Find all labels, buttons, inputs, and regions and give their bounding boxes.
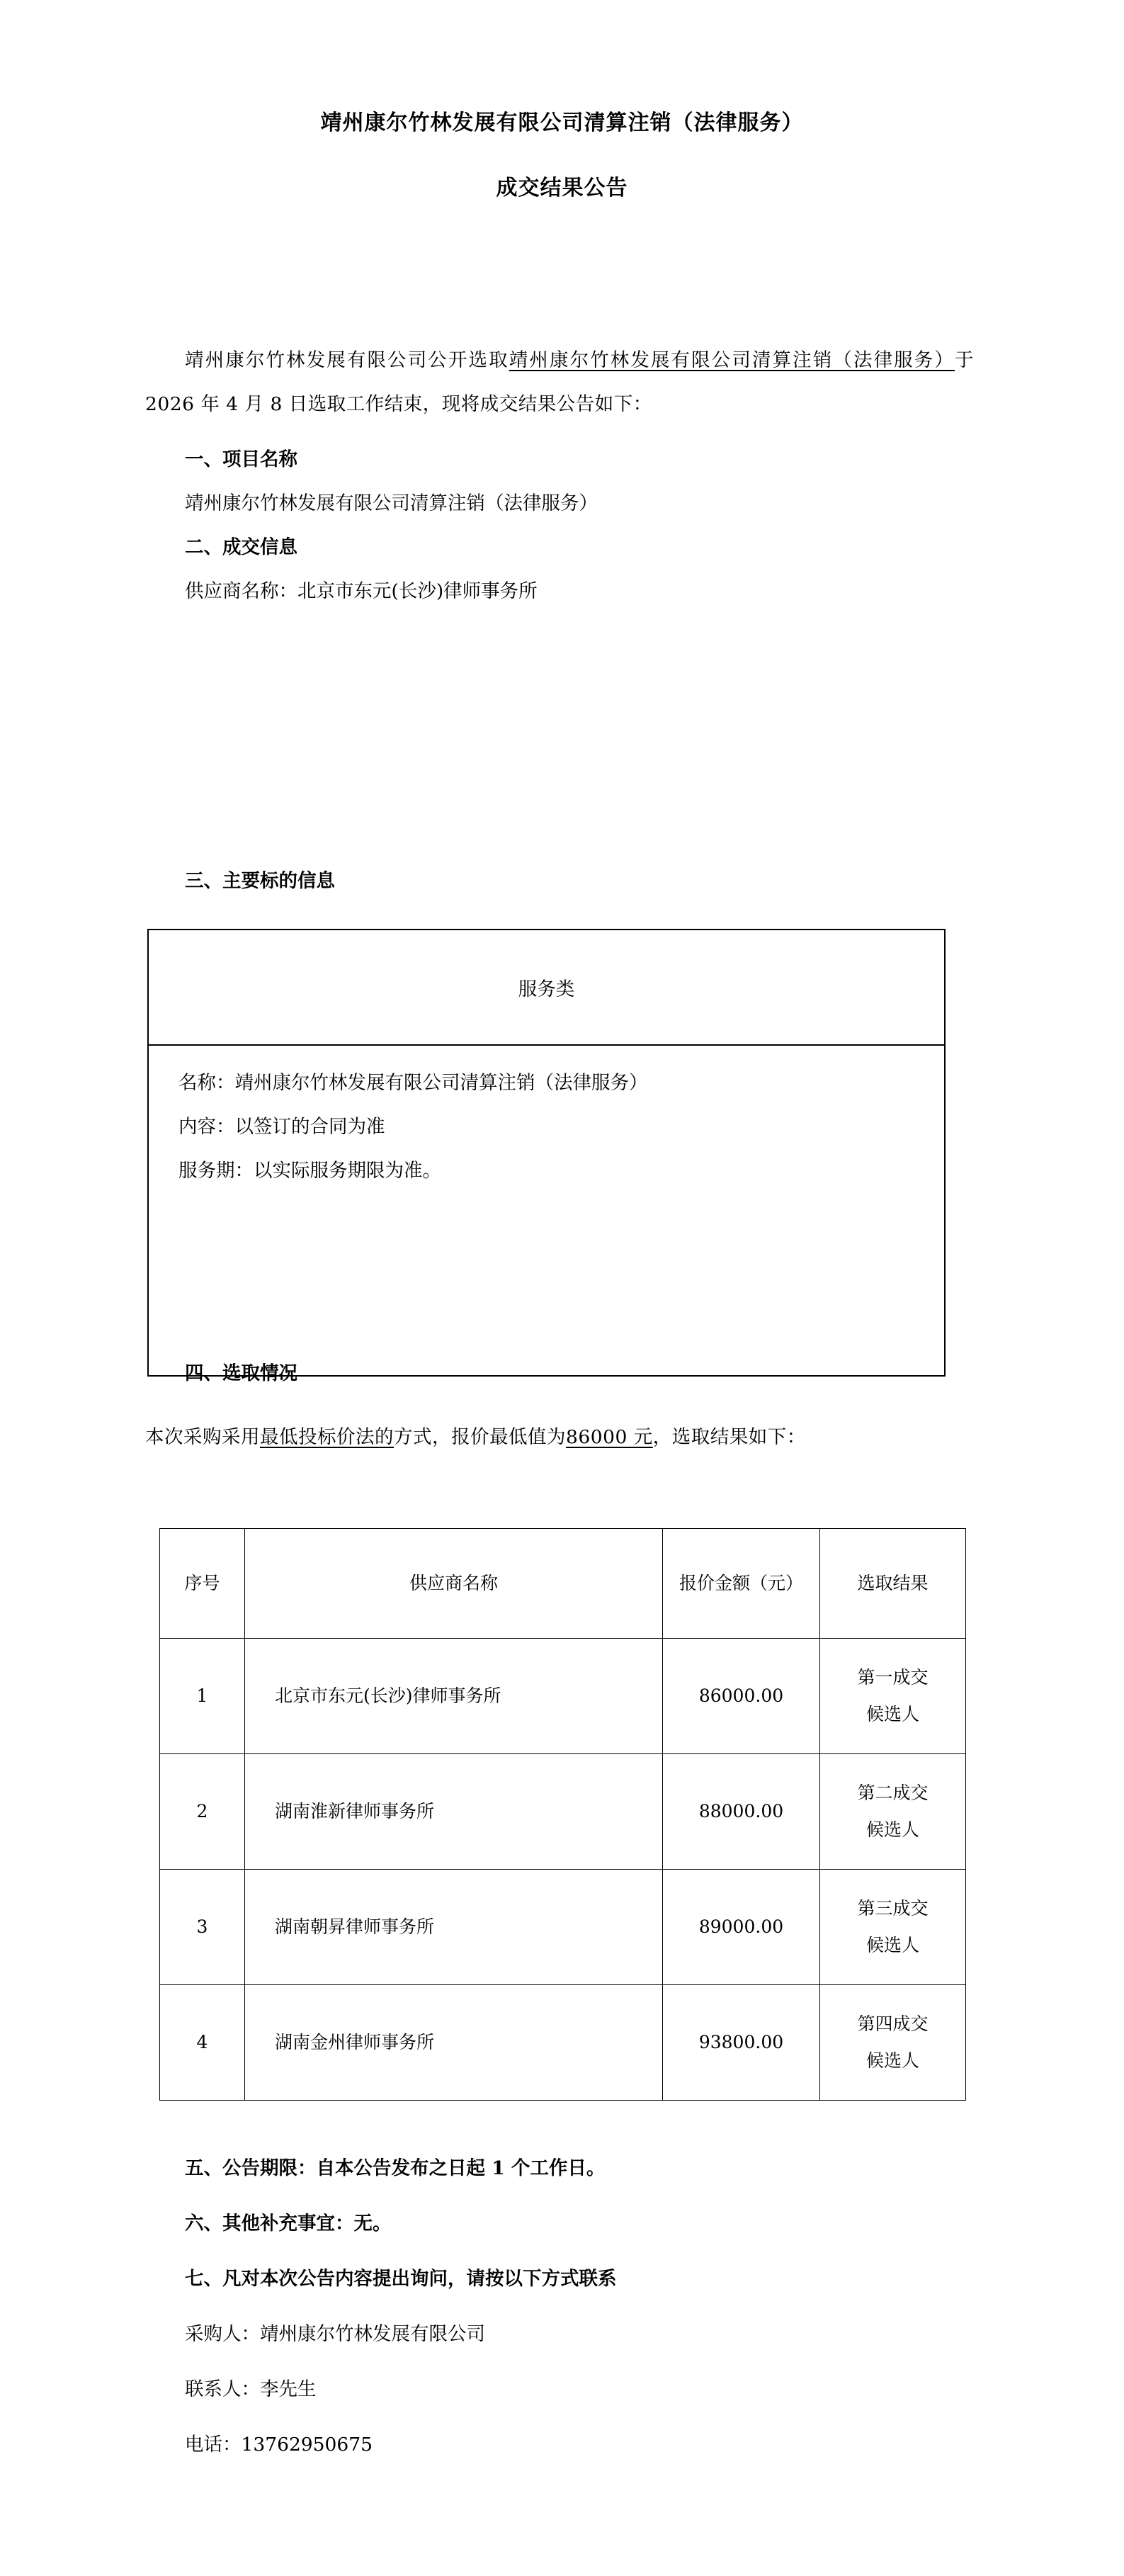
cell-supplier-name: 湖南金州律师事务所 bbox=[245, 1985, 663, 2101]
section-heading-6: 六、其他补充事宜：无。 bbox=[185, 2213, 392, 2235]
result-line-2: 候选人 bbox=[865, 1935, 919, 1955]
table-row bbox=[160, 1639, 966, 1754]
spacer bbox=[145, 2191, 974, 2202]
spacer bbox=[145, 2356, 974, 2368]
cell-serial-number: 4 bbox=[160, 1985, 245, 2101]
th-selection-result: 选取结果 bbox=[820, 1529, 966, 1639]
result-table-wrap bbox=[159, 1528, 965, 2101]
cell-selection-result bbox=[820, 1639, 966, 1754]
result-line-1: 第四成交 bbox=[857, 2013, 929, 2034]
contact-phone: 电话：13762950675 bbox=[185, 2434, 373, 2456]
cell-quoted-amount: 86000.00 bbox=[663, 1639, 820, 1754]
intro-text-before: 靖州康尔竹林发展有限公司公开选取 bbox=[185, 349, 509, 371]
title-block bbox=[0, 0, 1124, 205]
table-head bbox=[160, 1529, 966, 1639]
result-line-2: 候选人 bbox=[865, 1704, 919, 1724]
selection-text-1: 本次采购采用 bbox=[145, 1426, 260, 1448]
contact-person: 联系人：李先生 bbox=[185, 2378, 317, 2400]
result-line-1: 第二成交 bbox=[857, 1783, 929, 1803]
contact-purchaser: 采购人：靖州康尔竹林发展有限公司 bbox=[185, 2323, 485, 2345]
intro-project-underlined: 靖州康尔竹林发展有限公司清算注销（法律服务） bbox=[509, 349, 955, 371]
cell-supplier-name: 湖南朝昇律师事务所 bbox=[245, 1870, 663, 1985]
subject-box-body bbox=[149, 1046, 944, 1375]
footer-sections bbox=[145, 2147, 974, 2467]
table-body bbox=[160, 1639, 966, 2101]
subject-box-header: 服务类 bbox=[149, 930, 944, 1046]
intro-text-after: 于 2026 年 4 月 8 日选取工作结束，现将成交结果公告如下： bbox=[145, 349, 975, 415]
spacer bbox=[145, 2301, 974, 2312]
cell-supplier-name: 北京市东元(长沙)律师事务所 bbox=[245, 1639, 663, 1754]
subject-info-box bbox=[147, 929, 946, 1377]
intro-paragraph bbox=[145, 339, 974, 426]
section-4-wrap bbox=[145, 1352, 974, 1396]
result-line-2: 候选人 bbox=[865, 2050, 919, 2071]
result-line-1: 第三成交 bbox=[857, 1898, 929, 1919]
selection-text-2: 方式，报价最低值为 bbox=[394, 1426, 566, 1448]
cell-selection-result bbox=[820, 1754, 966, 1870]
selection-result-table bbox=[159, 1528, 966, 2101]
selection-paragraph-wrap bbox=[145, 1416, 974, 1459]
th-quoted-amount: 报价金额（元） bbox=[663, 1529, 820, 1639]
table-row bbox=[160, 1985, 966, 2101]
table-row bbox=[160, 1870, 966, 1985]
spacer bbox=[145, 426, 974, 438]
cell-serial-number: 1 bbox=[160, 1639, 245, 1754]
subject-period-line: 服务期：以实际服务期限为准。 bbox=[178, 1160, 441, 1182]
result-line-1: 第一成交 bbox=[857, 1667, 929, 1688]
table-row bbox=[160, 1754, 966, 1870]
cell-quoted-amount: 93800.00 bbox=[663, 1985, 820, 2101]
spacer bbox=[145, 2246, 974, 2257]
section-heading-5: 五、公告期限：自本公告发布之日起 1 个工作日。 bbox=[185, 2157, 606, 2179]
cell-supplier-name: 湖南淮新律师事务所 bbox=[245, 1754, 663, 1870]
th-serial-number: 序号 bbox=[160, 1529, 245, 1639]
result-line-2: 候选人 bbox=[865, 1819, 919, 1840]
section-heading-2: 二、成交信息 bbox=[185, 536, 297, 558]
subject-name-line: 名称：靖州康尔竹林发展有限公司清算注销（法律服务） bbox=[178, 1072, 648, 1094]
section-heading-1: 一、项目名称 bbox=[185, 448, 297, 470]
intro-and-sections bbox=[145, 339, 974, 614]
cell-quoted-amount: 89000.00 bbox=[663, 1870, 820, 1985]
section-body-1: 靖州康尔竹林发展有限公司清算注销（法律服务） bbox=[185, 492, 598, 514]
section-heading-4: 四、选取情况 bbox=[185, 1362, 297, 1384]
th-supplier-name: 供应商名称 bbox=[245, 1529, 663, 1639]
section-3-wrap bbox=[145, 859, 974, 903]
cell-serial-number: 3 bbox=[160, 1870, 245, 1985]
section-heading-3: 三、主要标的信息 bbox=[185, 870, 335, 892]
cell-serial-number: 2 bbox=[160, 1754, 245, 1870]
cell-quoted-amount: 88000.00 bbox=[663, 1754, 820, 1870]
section-body-2: 供应商名称：北京市东元(长沙)律师事务所 bbox=[185, 580, 538, 602]
spacer bbox=[145, 2412, 974, 2423]
cell-selection-result bbox=[820, 1985, 966, 2101]
selection-method-underlined: 最低投标价法的 bbox=[260, 1426, 394, 1448]
selection-amount-underlined: 86000 元 bbox=[566, 1426, 653, 1448]
table-header-row bbox=[160, 1529, 966, 1639]
section-heading-7: 七、凡对本次公告内容提出询问，请按以下方式联系 bbox=[185, 2268, 617, 2290]
page-subtitle: 成交结果公告 bbox=[496, 176, 628, 200]
page-title: 靖州康尔竹林发展有限公司清算注销（法律服务） bbox=[320, 111, 804, 135]
subject-content-line: 内容：以签订的合同为准 bbox=[178, 1116, 385, 1138]
selection-text-3: ，选取结果如下： bbox=[652, 1426, 806, 1448]
cell-selection-result bbox=[820, 1870, 966, 1985]
selection-paragraph bbox=[145, 1416, 974, 1459]
